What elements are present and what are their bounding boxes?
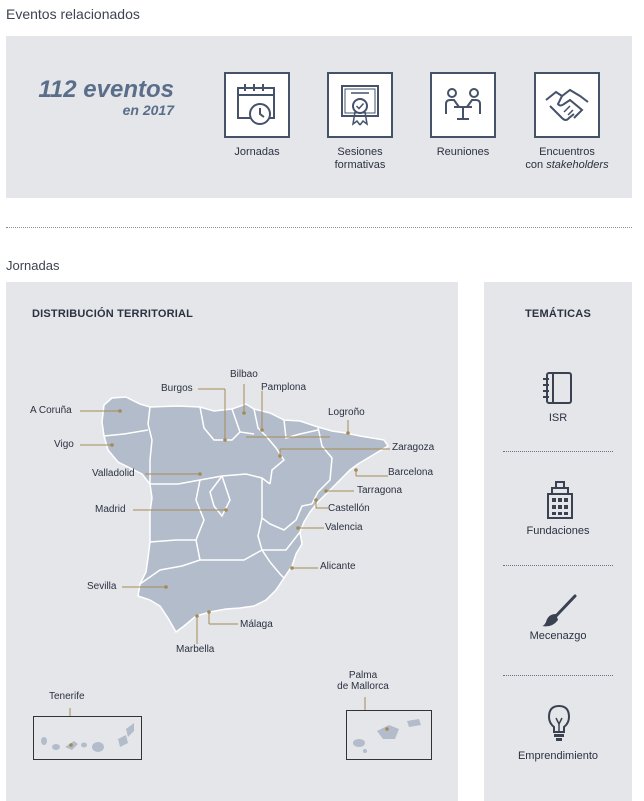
city-malaga: Málaga xyxy=(240,619,273,630)
events-section-title: Eventos relacionados xyxy=(6,6,140,22)
city-valencia: Valencia xyxy=(325,522,363,533)
city-zaragoza: Zaragoza xyxy=(392,442,435,453)
city-marbella: Marbella xyxy=(176,644,215,655)
mainland xyxy=(102,397,388,632)
theme-divider xyxy=(503,675,613,676)
city-castellon: Castellón xyxy=(328,503,370,514)
theme-label-emprendimiento: Emprendimiento xyxy=(517,750,599,762)
city-madrid: Madrid xyxy=(95,504,126,515)
building-icon xyxy=(545,480,575,520)
event-label-sesiones: Sesiones formativas xyxy=(334,146,386,171)
theme-label-isr: ISR xyxy=(548,412,568,424)
event-count: 112 eventos xyxy=(38,76,174,103)
themes-title: TEMÁTICAS xyxy=(525,308,591,320)
city-palma: Palma de Mallorca xyxy=(337,670,389,692)
notebook-icon xyxy=(541,370,575,406)
event-label-encuentros: Encuentros con stakeholders xyxy=(525,146,609,171)
city-sevilla: Sevilla xyxy=(87,581,117,592)
balearic-islands-inset xyxy=(346,710,432,760)
city-vigo: Vigo xyxy=(54,439,74,450)
jornadas-section-title: Jornadas xyxy=(6,258,60,273)
canary-islands-map xyxy=(34,717,141,759)
canary-islands-inset xyxy=(33,716,142,760)
city-logrono: Logroño xyxy=(328,407,365,418)
theme-label-fundaciones: Fundaciones xyxy=(526,525,590,537)
city-barcelona: Barcelona xyxy=(388,467,434,478)
theme-divider xyxy=(503,451,613,452)
city-tarragona: Tarragona xyxy=(357,485,403,496)
theme-divider xyxy=(503,565,613,566)
city-bilbao: Bilbao xyxy=(230,369,258,380)
event-label-jornadas: Jornadas xyxy=(234,146,280,158)
lightbulb-icon xyxy=(546,704,572,742)
city-tenerife: Tenerife xyxy=(49,691,85,702)
paintbrush-icon xyxy=(540,594,578,628)
balearic-islands-map xyxy=(347,711,431,759)
theme-label-mecenazgo: Mecenazgo xyxy=(529,630,587,642)
city-valladolid: Valladolid xyxy=(92,468,135,479)
city-a-coruna: A Coruña xyxy=(30,405,72,416)
city-alicante: Alicante xyxy=(320,561,356,572)
city-pamplona: Pamplona xyxy=(261,382,307,393)
city-burgos: Burgos xyxy=(161,383,193,394)
event-label-reuniones: Reuniones xyxy=(436,146,490,158)
territorial-title: DISTRIBUCIÓN TERRITORIAL xyxy=(32,308,194,320)
event-year: en 2017 xyxy=(122,102,174,118)
